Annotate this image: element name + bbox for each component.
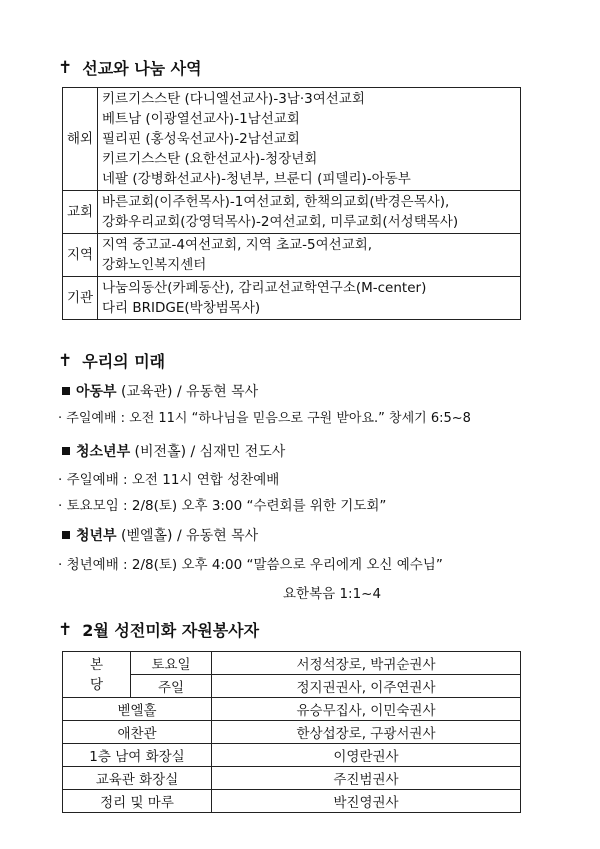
square-bullet-icon [62,387,70,395]
row-content [98,277,521,320]
row-label: 해외 [63,88,98,191]
place-cell: 교육관 화장실 [63,767,212,790]
group-detail: (벧엘홀) / 유동현 목사 [116,528,259,544]
people-cell: 서정석장로, 박귀순권사 [212,652,521,675]
row-label: 기관 [63,277,98,320]
section-title-volunteers [58,618,259,641]
mission-table [62,87,521,320]
list-item: 네팔 (강병화선교사)-청년부, 브룬디 (피델리)-아동부 [102,171,411,187]
people-cell: 주진범권사 [212,767,521,790]
group-name: 아동부 [76,384,117,400]
schedule-line: · 주일예배 : 오전 11시 “하나님을 믿음으로 구원 받아요.” 창세기 6:5~8 [58,411,471,426]
group-heading-children [62,381,258,401]
people-cell: 유승무집사, 이민숙권사 [212,698,521,721]
list-item: 키르기스스탄 (다니엘선교사)-3남·3여선교회 [102,91,365,107]
table-row [63,88,521,191]
table-row [63,191,521,234]
table-row [63,675,521,698]
table-row [63,234,521,277]
group-detail: (교육관) / 유동현 목사 [116,384,259,400]
people-cell: 정지권권사, 이주연권사 [212,675,521,698]
square-bullet-icon [62,447,70,455]
label-part: 당 [89,676,104,693]
schedule-line: · 청년예배 : 2/8(토) 오후 4:00 “말씀으로 우리에게 오신 예수님” [58,557,443,573]
cross-icon: ✝ [58,619,73,640]
table-row [63,698,521,721]
section-title-text: 선교와 나눔 사역 [82,59,202,78]
table-row [63,721,521,744]
table-row [63,790,521,813]
people-cell: 박진영권사 [212,790,521,813]
cross-icon: ✝ [58,57,73,78]
table-row [63,277,521,320]
row-label: 교회 [63,191,98,234]
people-cell: 이영란권사 [212,744,521,767]
row-content [98,191,521,234]
people-cell: 한상섭장로, 구광서권사 [212,721,521,744]
schedule-line: 요한복음 1:1~4 [283,586,382,602]
section-title-future [58,349,165,372]
section-title-mission [58,56,202,79]
section-title-text: 우리의 미래 [82,352,166,371]
main-sanctuary-label [63,652,131,698]
volunteer-table [62,651,521,813]
place-cell: 벧엘홀 [63,698,212,721]
group-heading-youth [62,441,285,461]
group-name: 청소년부 [76,444,131,460]
list-item: 베트남 (이광열선교사)-1남선교회 [102,111,300,127]
schedule-line: · 토요모임 : 2/8(토) 오후 3:00 “수련회를 위한 기도회” [58,498,387,514]
row-content [98,88,521,191]
section-title-text: 2월 성전미화 자원봉사자 [82,621,260,640]
place-cell: 정리 및 마루 [63,790,212,813]
group-name: 청년부 [76,528,117,544]
list-item: 나눔의동산(카페동산), 감리교선교학연구소(M-center) [102,280,427,296]
label-part: 본 [89,656,104,673]
list-item: 필리핀 (홍성욱선교사)-2남선교회 [102,131,300,147]
list-item: 키르기스스탄 (요한선교사)-청장년회 [102,151,318,167]
square-bullet-icon [62,531,70,539]
place-cell: 1층 남여 화장실 [63,744,212,767]
group-detail: (비전홀) / 심재민 전도사 [130,444,286,460]
list-item: 바른교회(이주헌목사)-1여선교회, 한책의교회(박경은목사), [102,194,450,210]
place-cell: 토요일 [131,652,212,675]
schedule-line: · 주일예배 : 오전 11시 연합 성찬예배 [58,472,280,488]
table-row [63,652,521,675]
group-heading-young-adults [62,525,258,545]
place-cell: 애찬관 [63,721,212,744]
table-row [63,744,521,767]
list-item: 강화우리교회(강영덕목사)-2여선교회, 미루교회(서성택목사) [102,214,459,230]
list-item: 지역 중고교-4여선교회, 지역 초교-5여선교회, [102,237,373,253]
row-content [98,234,521,277]
cross-icon: ✝ [58,350,73,371]
table-row [63,767,521,790]
list-item: 다리 BRIDGE(박창범목사) [102,300,261,316]
row-label: 지역 [63,234,98,277]
place-cell: 주일 [131,675,212,698]
list-item: 강화노인복지센터 [102,257,207,273]
